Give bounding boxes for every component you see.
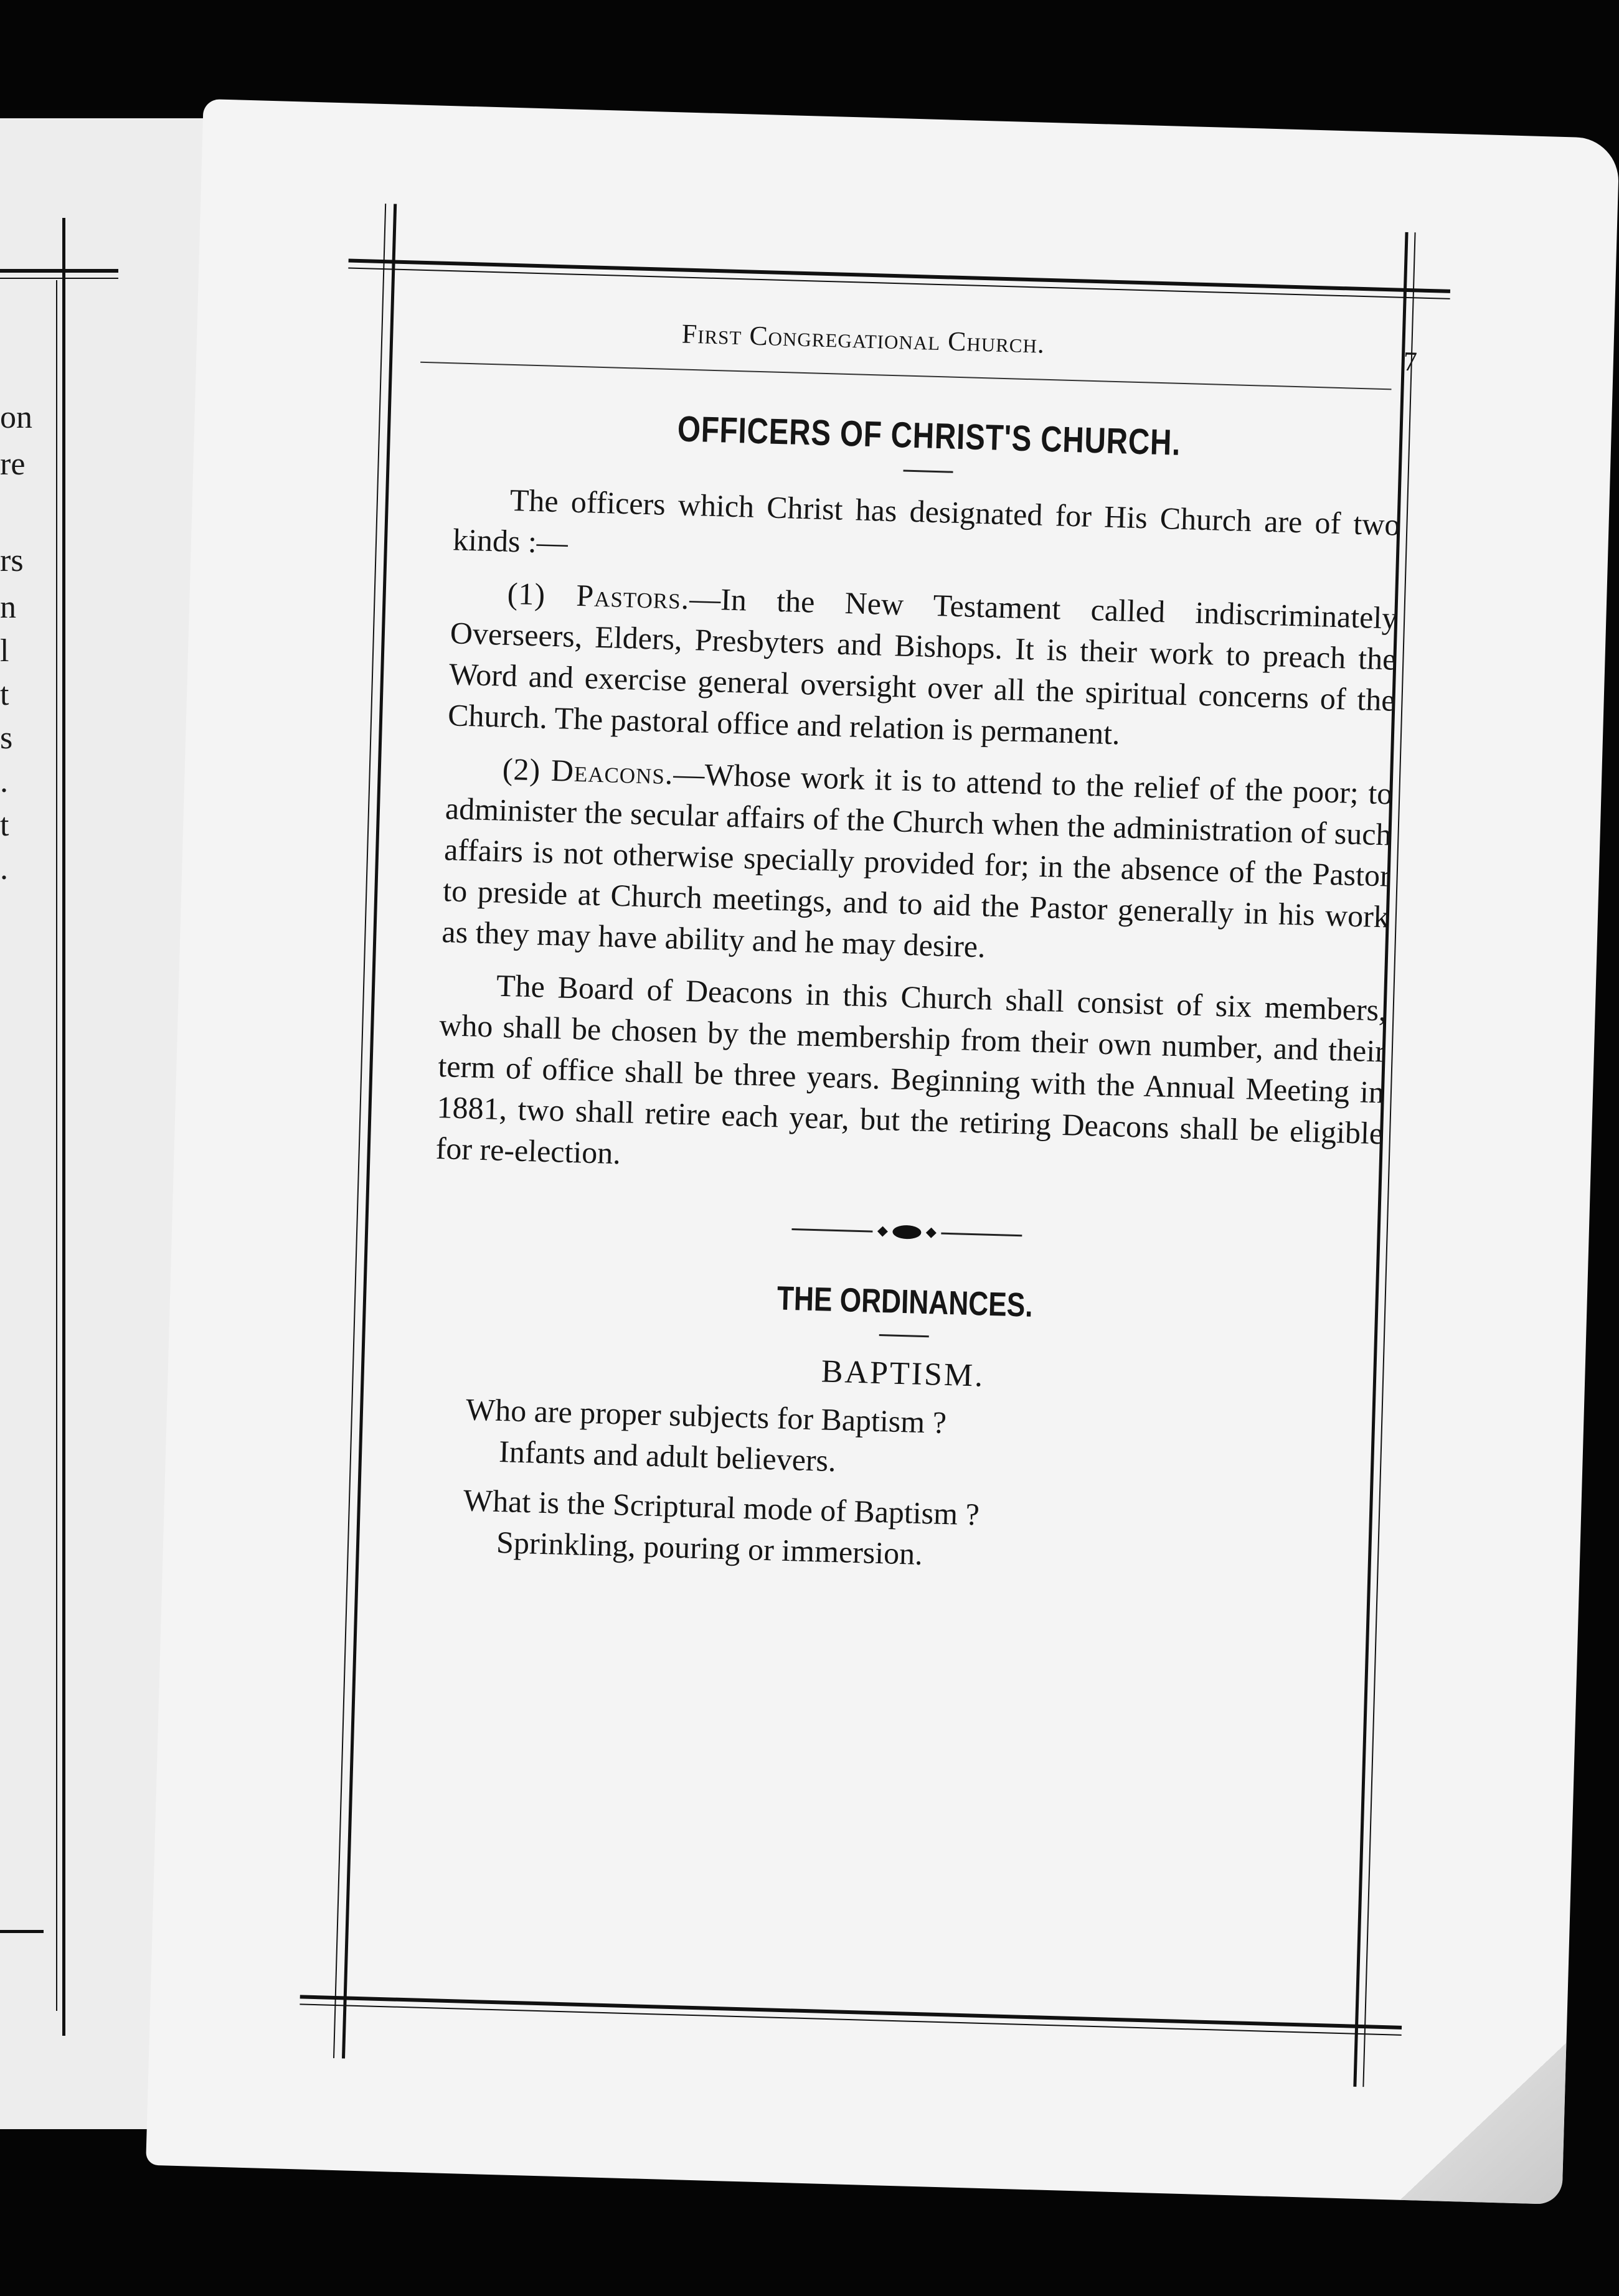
page-header bbox=[420, 311, 1417, 382]
left-page-vertical-rule bbox=[62, 218, 65, 2036]
section-ornament bbox=[433, 1212, 1380, 1252]
left-page-bottom-rule bbox=[0, 1930, 44, 1933]
pastors-text: —In the New Testament called indiscriminately Overseers, Elders, Presbyters and Bishops. It is their work to preach the Word and exercise general oversight over all the spiritual concerns of the Church. The pastoral office and relation is permanent. bbox=[447, 581, 1399, 751]
deacons-text: —Whose work it is to attend to the relief of the poor; to administer the secular affairs of the Church when the administration of such affairs is not otherwise specially provided for; in the absence of the Pastor to preside at Church meetings, and to aid the Pastor generally in his work as they may have ability and he may desire. bbox=[441, 756, 1394, 964]
officers-intro: The officers which Christ has designated for His Church are of two kinds :— bbox=[452, 482, 1401, 560]
ordinances-dash bbox=[879, 1334, 929, 1337]
page-corner-fold bbox=[1400, 2038, 1566, 2204]
ornament-diamond-right bbox=[926, 1228, 937, 1238]
title-dash bbox=[904, 469, 953, 473]
baptism-qa bbox=[424, 1388, 1375, 1587]
frame-bottom-rule bbox=[300, 1995, 1402, 2029]
left-page-top-rule bbox=[0, 269, 118, 273]
pastors-paragraph bbox=[447, 571, 1398, 761]
left-page-fragment: s bbox=[0, 720, 13, 756]
left-page-fragment: rs bbox=[0, 543, 24, 578]
left-page-fragment: n bbox=[0, 590, 16, 625]
frame-top-rule-thin bbox=[348, 267, 1450, 299]
page-number: 7 bbox=[1403, 346, 1418, 377]
left-page-vertical-rule-thin bbox=[56, 280, 57, 2011]
qa-question: Who are proper subjects for Baptism ? bbox=[465, 1391, 947, 1441]
left-page-fragment: . bbox=[0, 851, 8, 887]
page-content bbox=[424, 402, 1403, 1596]
left-page-fragment: re bbox=[0, 446, 26, 482]
ornament-line-right bbox=[941, 1232, 1022, 1236]
pastors-label: (1) Pastors. bbox=[507, 575, 691, 616]
section-title-ordinances: THE ORDINANCES. bbox=[776, 1279, 1034, 1324]
frame-left-rule bbox=[342, 204, 397, 2058]
left-page-fragment: on bbox=[0, 400, 32, 435]
section-title-officers: OFFICERS OF CHRIST'S CHURCH. bbox=[677, 408, 1182, 463]
qa-question: What is the Scriptural mode of Baptism ? bbox=[463, 1482, 980, 1532]
qa-answer: Sprinkling, pouring or immersion. bbox=[496, 1524, 923, 1572]
frame-top-rule bbox=[349, 258, 1450, 293]
subsection-title-baptism: BAPTISM. bbox=[821, 1353, 986, 1394]
left-page-fragment: l bbox=[0, 633, 9, 669]
frame-bottom-rule-thin bbox=[300, 2003, 1401, 2035]
left-page-fragment: t bbox=[0, 807, 9, 843]
board-paragraph: The Board of Deacons in this Church shall consist of six members, who shall be chosen by the membership from their own number, and their term of office shall be three years. Beginning with the Annual Meeting in 1881, two shall retire each year, but the retiring Deacons shall be eligible for re-election. bbox=[435, 967, 1387, 1171]
ornament-line-left bbox=[791, 1228, 872, 1232]
ornament-center-icon bbox=[892, 1225, 922, 1239]
left-page-fragment: t bbox=[0, 677, 9, 712]
left-page-fragment: . bbox=[0, 764, 8, 799]
frame-left-rule-thin bbox=[333, 204, 386, 2058]
ornament-diamond-left bbox=[877, 1226, 888, 1237]
running-head: First Congregational Church. bbox=[681, 318, 1046, 359]
qa-answer: Infants and adult believers. bbox=[498, 1433, 837, 1479]
deacons-label: (2) Deacons. bbox=[502, 751, 674, 791]
book-page bbox=[146, 99, 1619, 2204]
left-page-top-rule-thin bbox=[0, 278, 118, 279]
deacons-paragraph bbox=[441, 746, 1394, 978]
